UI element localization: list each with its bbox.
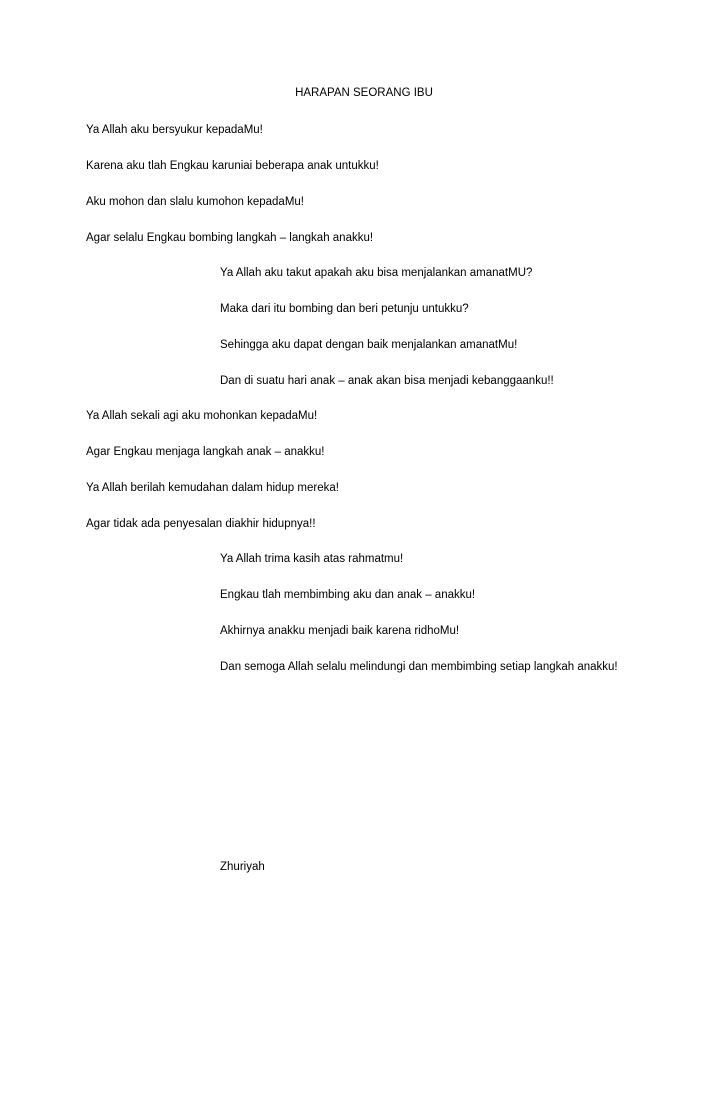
stanza2-line-1: Ya Allah aku takut apakah aku bisa menjalankan amanatMU? (220, 267, 533, 279)
stanza1-line-4: Agar selalu Engkau bombing langkah – langkah anakku! (86, 232, 374, 244)
stanza4-line-2: Engkau tlah membimbing aku dan anak – anakku! (220, 589, 476, 601)
stanza2-line-2: Maka dari itu bombing dan beri petunju untukku? (220, 303, 469, 315)
stanza3-line-3: Ya Allah berilah kemudahan dalam hidup mereka! (86, 482, 339, 494)
stanza4-line-4: Dan semoga Allah selalu melindungi dan membimbing setiap langkah anakku! (220, 661, 618, 673)
stanza4-line-1: Ya Allah trima kasih atas rahmatmu! (220, 553, 404, 565)
poem-title: HARAPAN SEORANG IBU (295, 87, 433, 99)
stanza1-line-2: Karena aku tlah Engkau karuniai beberapa anak untukku! (86, 160, 379, 172)
stanza1-line-3: Aku mohon dan slalu kumohon kepadaMu! (86, 196, 305, 208)
stanza3-line-1: Ya Allah sekali agi aku mohonkan kepadaMu! (86, 410, 318, 422)
stanza3-line-2: Agar Engkau menjaga langkah anak – anakku! (86, 446, 325, 458)
stanza1-line-1: Ya Allah aku bersyukur kepadaMu! (86, 124, 263, 136)
author-name: Zhuriyah (220, 861, 265, 873)
stanza3-line-4: Agar tidak ada penyesalan diakhir hidupnya!! (86, 518, 316, 530)
stanza2-line-4: Dan di suatu hari anak – anak akan bisa menjadi kebanggaanku!! (220, 375, 554, 387)
stanza2-line-3: Sehingga aku dapat dengan baik menjalankan amanatMu! (220, 339, 518, 351)
stanza4-line-3: Akhirnya anakku menjadi baik karena ridhoMu! (220, 625, 460, 637)
